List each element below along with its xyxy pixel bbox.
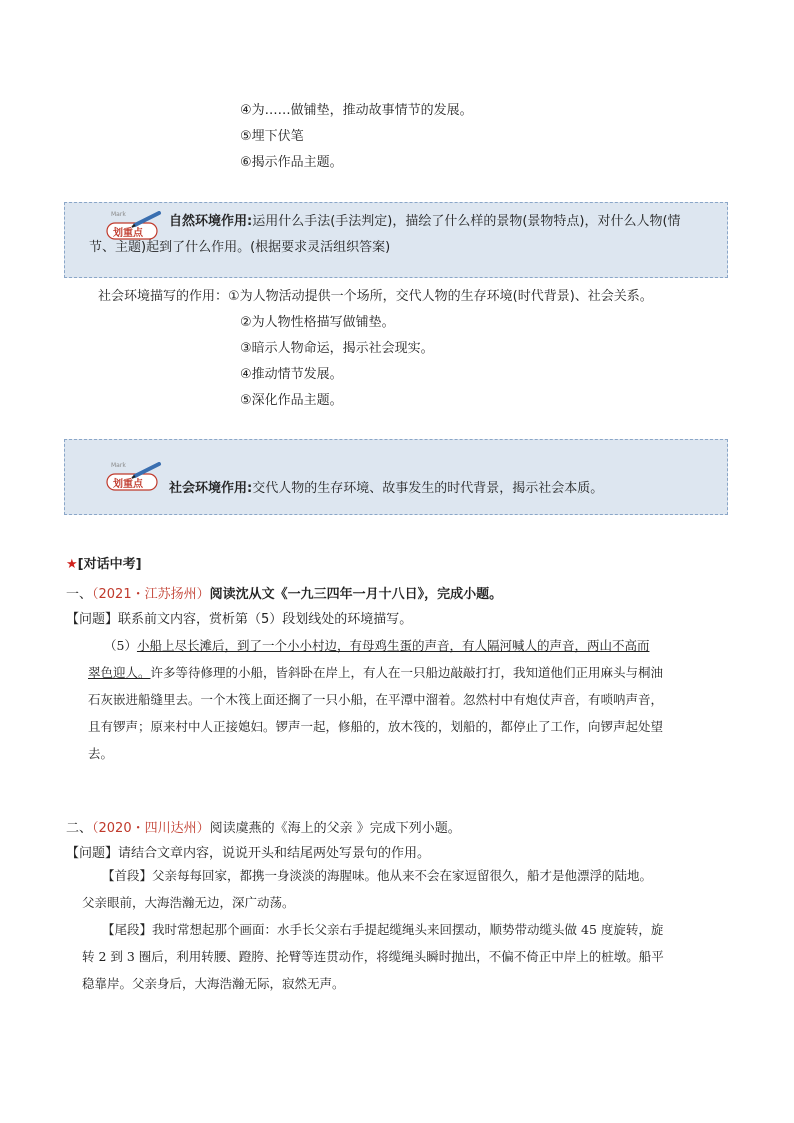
last-label: 【尾段】 — [102, 922, 153, 937]
box-text-1: 运用什么手法(手法判定)，描绘了什么样的景物(景物特点)，对什么人物(情 — [252, 214, 681, 229]
underlined-text: 翠色迎人。 — [88, 665, 151, 680]
q2-header — [66, 820, 461, 838]
q1-passage — [88, 632, 728, 767]
passage-text: 石灰嵌进船缝里去。一个木筏上面还搁了一只小船，在平潭中溜着。忽然村中有炮仗声音，有唢呐声音， — [88, 692, 664, 707]
q2-question — [66, 845, 430, 863]
section-heading — [66, 556, 142, 574]
passage-text: 且有锣声；原来村中人正接媳妇。锣声一起，修船的，放木筏的，划船的，都停止了工作，向锣声起处望 — [88, 719, 664, 734]
q1-source: （2021・江苏扬州） — [92, 587, 210, 602]
box1-line1 — [169, 209, 681, 235]
list-item-5: ⑤埋下伏笔 — [240, 129, 304, 144]
badge-small-label: Mark — [111, 211, 126, 218]
q1-intro: 阅读沈从文《一九三四年一月十八日》，完成小题。 — [209, 587, 503, 602]
passage-text: 我时常想起那个画面：水手长父亲右手提起缆绳头来回摆动，顺势带动缆头做 45 度旋转，旋 — [152, 922, 664, 937]
q1-question — [66, 611, 412, 629]
highlight-box-natural — [64, 202, 728, 278]
box-text: 交代人物的生存环境、故事发生的时代背景，揭示社会本质。 — [252, 481, 604, 496]
q2-passage — [82, 862, 732, 997]
q1-prefix: 一、 — [66, 587, 93, 602]
social-item-5: ⑤深化作品主题。 — [240, 393, 343, 408]
box-text-2: 节、主题)起到了什么作用。(根据要求灵活组织答案) — [89, 240, 391, 255]
question-text: 请结合文章内容，说说开头和结尾两处写景句的作用。 — [118, 846, 431, 861]
q2-intro: 阅读虞燕的《海上的父亲 》完成下列小题。 — [209, 821, 461, 836]
section-title: [对话中考] — [77, 557, 142, 572]
question-text: 联系前文内容，赏析第（5）段划线处的环境描写。 — [118, 612, 413, 627]
q1-header — [66, 586, 502, 604]
passage-text: 稳靠岸。父亲身后，大海浩瀚无际，寂然无声。 — [82, 976, 345, 991]
badge-label: 划重点 — [113, 479, 143, 490]
social-item-4: ④推动情节发展。 — [240, 367, 343, 382]
star-icon: ★ — [66, 557, 78, 572]
list-item-6: ⑥揭示作品主题。 — [240, 155, 343, 170]
passage-text: 转 2 到 3 圈后，利用转腰、蹬胯、抡臂等连贯动作，将缆绳头瞬时抛出，不偏不倚正中岸上的桩墩。船平 — [82, 949, 664, 964]
badge-small-label: Mark — [111, 462, 126, 469]
social-item-3: ③暗示人物命运，揭示社会现实。 — [240, 341, 434, 356]
passage-text: 许多等待修理的小船，皆斜卧在岸上，有人在一只船边敲敲打打，我知道他们正用麻头与桐油 — [150, 665, 664, 680]
social-item-2: ②为人物性格描写做铺垫。 — [240, 315, 395, 330]
box-title: 自然环境作用: — [169, 214, 253, 229]
passage-text: 父亲每每回家，都携一身淡淡的海腥味。他从来不会在家逗留很久，船才是他漂浮的陆地。 — [152, 868, 653, 883]
q2-prefix: 二、 — [66, 821, 93, 836]
social-lead: 社会环境描写的作用：①为人物活动提供一个场所，交代人物的生存环境(时代背景)、社会关系。 — [98, 289, 653, 304]
question-label: 【问题】 — [66, 612, 119, 627]
highlight-box-social — [64, 439, 728, 515]
first-label: 【首段】 — [102, 868, 153, 883]
q2-source: （2020・四川达州） — [92, 821, 210, 836]
badge-label: 划重点 — [113, 228, 143, 239]
para-number: （5） — [104, 638, 137, 653]
question-label: 【问题】 — [66, 846, 119, 861]
underlined-text: 小船上尽长滩后，到了一个小小村边，有母鸡生蛋的声音，有人隔河喊人的声音，两山不高而 — [136, 638, 650, 653]
passage-text: 去。 — [88, 746, 114, 761]
passage-text: 父亲眼前，大海浩瀚无边，深广动荡。 — [82, 895, 295, 910]
list-item-4: ④为……做铺垫，推动故事情节的发展。 — [240, 103, 473, 118]
box2-line — [169, 476, 603, 502]
box-title: 社会环境作用: — [169, 481, 253, 496]
